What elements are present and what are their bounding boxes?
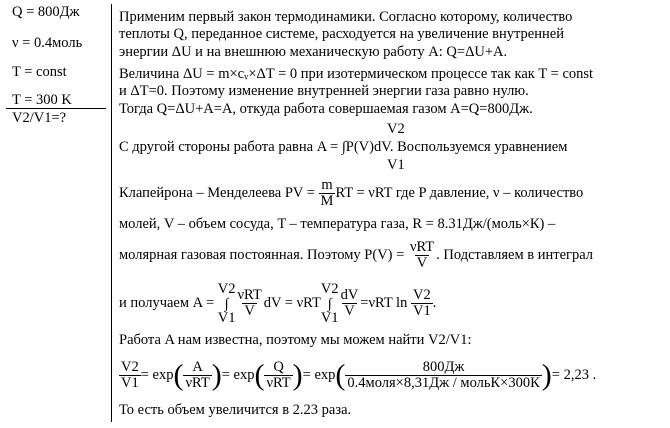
given-q: Q = 800Дж: [12, 4, 80, 20]
solution-line-8: [119, 178, 583, 209]
line8-text-b: RT = νRT где P давление, ν – количество: [335, 185, 584, 202]
work-integral: ∫P(V)dV: [341, 139, 390, 155]
fraction-A-over-nuRT: $\frac{A}{\text{νRT}}$: [185, 359, 210, 392]
fraction-Q-over-nuRT: $\frac{Q}{\text{νRT}}$: [266, 359, 291, 392]
given-divider: [6, 108, 106, 109]
solution-line-12: Работа A нам известна, поэтому мы можем найти V2/V1:: [119, 332, 472, 348]
line11-text-b: dV = νRT: [263, 295, 321, 312]
eq-exp-1: = exp: [140, 367, 174, 384]
line7-text-a: С другой стороны работа равна A =: [119, 139, 342, 155]
solution-line-11: [119, 282, 436, 326]
solution-line-14: То есть объем увеличится в 2.23 раза.: [119, 402, 352, 418]
integral-2: V2 ∫ V1: [320, 281, 339, 326]
fraction-v2-over-v1: $\frac{V2}{V1}$: [412, 287, 431, 320]
solution-line-10: [119, 240, 593, 271]
ratio-v2-v1: $\frac{V2}{V1}$: [121, 359, 139, 392]
given-nu: ν = 0.4моль: [12, 35, 83, 51]
int-lower-limit: V1: [387, 157, 405, 173]
solution-line-5: и ΔT=0. Поэтому изменение внутренней энергии газа равно нулю.: [119, 83, 529, 99]
int-upper-limit: V2: [387, 121, 405, 137]
given-t: T = 300 K: [12, 92, 72, 108]
line10-text-b: . Подставляем в интеграл: [436, 247, 594, 264]
line10-text-a: молярная газовая постоянная. Поэтому P(V) =: [119, 247, 408, 264]
given-find: V2/V1=?: [12, 110, 67, 126]
line11-text-a: и получаем A =: [119, 295, 218, 312]
solution-line-7: [119, 139, 567, 156]
solution-line-4: Величина ΔU = m×cᵥ×ΔT = 0 при изотермическом процессе так как T = const: [119, 66, 594, 82]
solution-line-13: $\frac{V2}{V1}$ = exp( $\frac{A}{\text{νRT}}$ )= exp( $\frac{Q}{\text{νRT}}$ )= exp( $\frac{800Дж}{\text{0.4моля×8,31Дж / мольК×300К}}$ )= 2,23 .: [121, 358, 597, 392]
line11-text-c: =νRT ln: [360, 295, 408, 312]
line11-text-d: .: [432, 295, 437, 312]
fraction-m-over-M: $\frac{m}{M}$: [320, 177, 334, 210]
fraction-dV-over-V: $\frac{dV}{V}$: [340, 287, 359, 320]
solution-line-3: энергии ΔU и на внешнюю механическую работу A: Q=ΔU+A.: [119, 44, 508, 60]
fraction-numeric: $\frac{800Дж}{\text{0.4моля×8,31Дж / мольК×300К}}$: [347, 359, 540, 392]
solution-line-2: теплоты Q, переданное системе, расходуется на увеличение внутренней: [119, 26, 564, 42]
eq-result: = 2,23 .: [551, 367, 597, 384]
solution-line-9: молей, V – объем сосуда, T – температура газа, R = 8.31Дж/(моль×К) –: [119, 216, 556, 232]
integral-1: V2 ∫ V1: [217, 281, 236, 326]
solution-line-6: Тогда Q=ΔU+A=A, откуда работа совершаемая газом A=Q=800Дж.: [119, 101, 533, 117]
eq-exp-2: = exp: [221, 367, 255, 384]
eq-exp-3: = exp: [302, 367, 336, 384]
fraction-nuRT-over-V-2: $\frac{\text{νRT}}{V}$: [237, 287, 262, 320]
vertical-divider: [111, 4, 112, 422]
line7-text-b: . Воспользуемся уравнением: [389, 139, 568, 155]
fraction-nuRT-over-V: $\frac{\text{νRT}}{V}$: [409, 239, 435, 272]
solution-line-1: Применим первый закон термодинамики. Согласно которому, количество: [119, 9, 573, 25]
given-t-const: T = const: [12, 64, 67, 80]
line8-text-a: Клапейрона – Менделеева PV =: [119, 185, 319, 202]
